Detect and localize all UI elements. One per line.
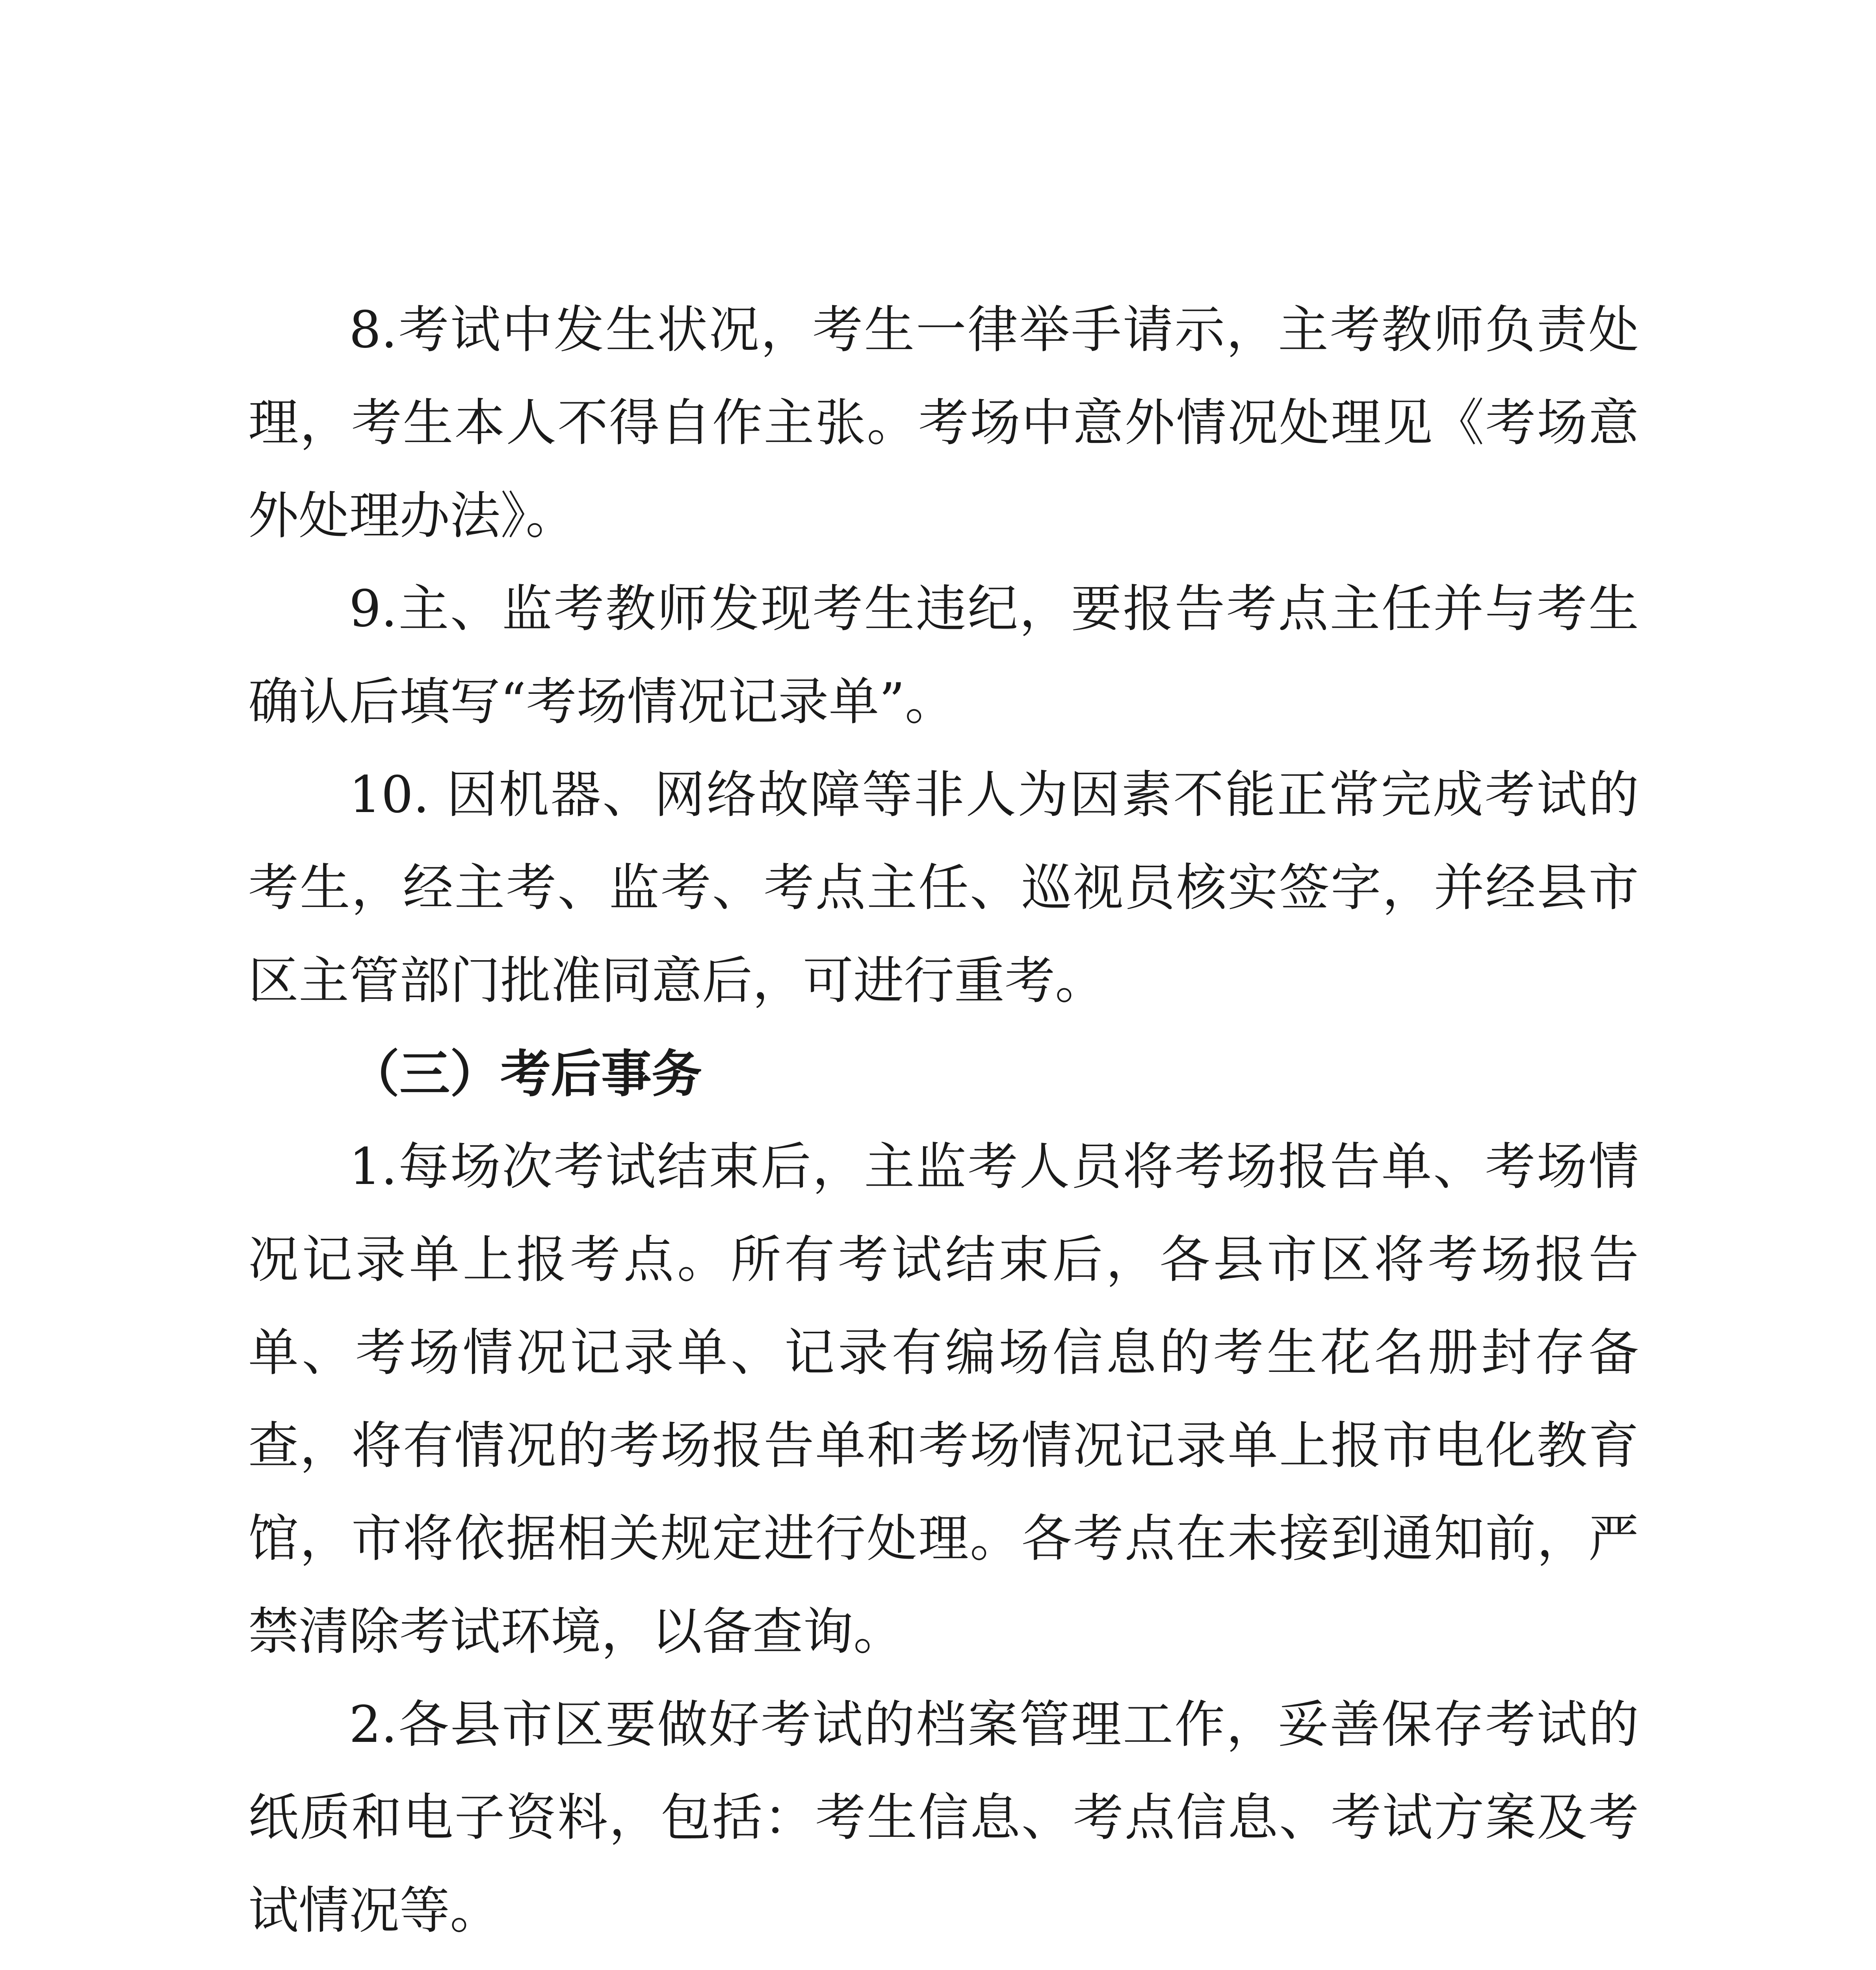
paragraph-item-8: 8.考试中发生状况，考生一律举手请示，主考教师负责处理，考生本人不得自作主张。考场中意外情况处理见《考场意外处理办法》。	[248, 301, 1639, 545]
paragraph-after-exam-2: 2.各县市区要做好考试的档案管理工作，妥善保存考试的纸质和电子资料，包括：考生信息、考点信息、考试方案及考试情况等。	[248, 1695, 1639, 1940]
section-heading-other-matters	[248, 1957, 1639, 1970]
paragraph-item-9: 9.主、监考教师发现考生违纪，要报告考点主任并与考生确认后填写“考场情况记录单”。	[248, 580, 1639, 731]
section-heading-after-exam: （三）考后事务	[349, 1044, 702, 1104]
paragraph-item-10: 10. 因机器、网络故障等非人为因素不能正常完成考试的考生，经主考、监考、考点主任、巡视员核实签字，并经县市区主管部门批准同意后，可进行重考。	[248, 766, 1639, 1010]
document-body	[248, 284, 1639, 1970]
paragraph-after-exam-1: 1.每场次考试结束后，主监考人员将考场报告单、考场情况记录单上报考点。所有考试结束后，各县市区将考场报告单、考场情况记录单、记录有编场信息的考生花名册封存备查，将有情况的考场报告单和考场情况记录单上报市电化教育馆，市将依据相关规定进行处理。各考点在未接到通知前，严禁清除考试环境，以备查询。	[248, 1137, 1639, 1661]
